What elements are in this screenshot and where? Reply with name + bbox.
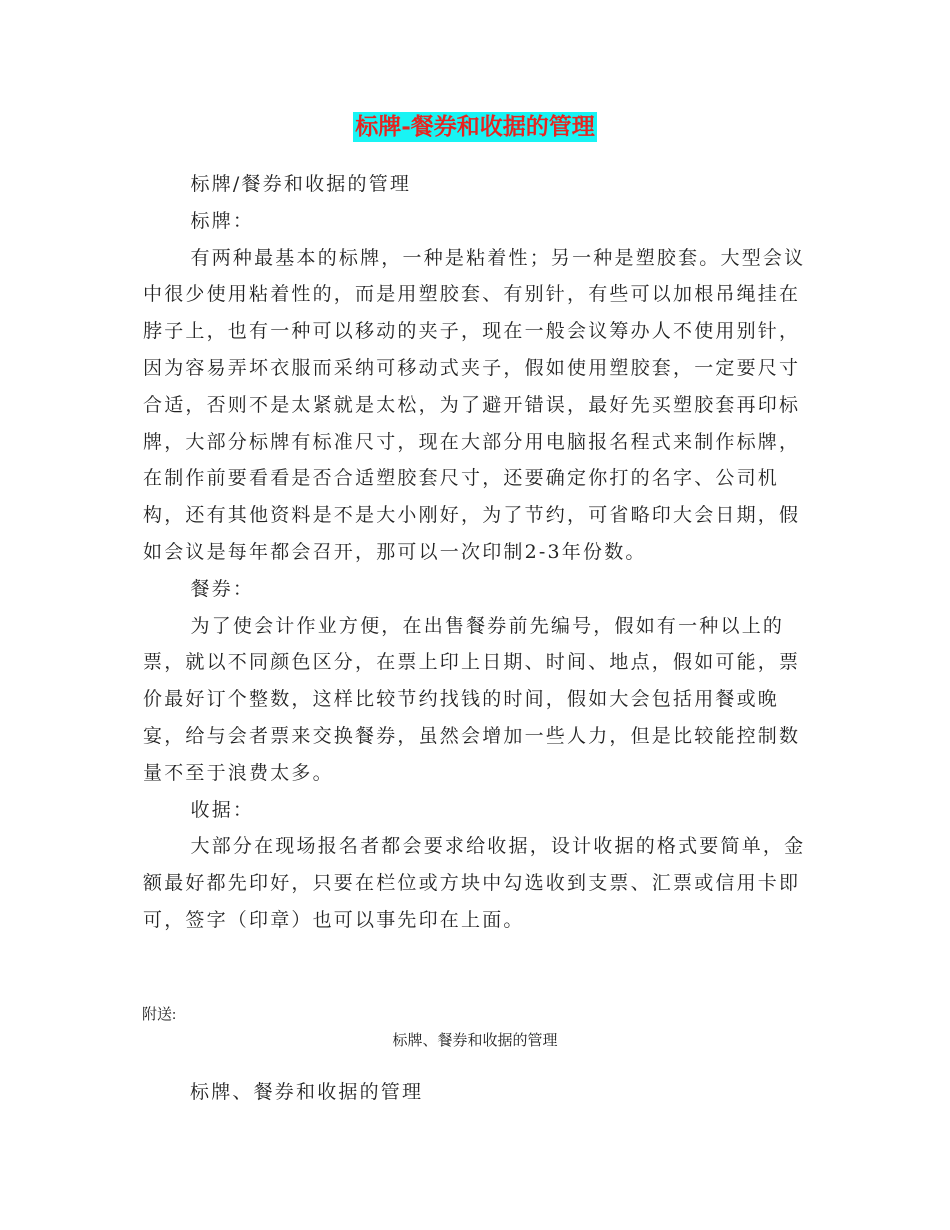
heading-receipts: 收据：: [190, 798, 255, 821]
appendix-first-line: 标牌、餐券和收据的管理: [190, 1081, 424, 1103]
paragraph-subtitle: 标牌/餐券和收据的管理: [190, 173, 412, 195]
paragraph-meal-tickets: 为了使会计作业方便，在出售餐券前先编号，假如有一种以上的票，就以不同颜色区分，在票上印上日期、时间、地点，假如可能，票价最好订个整数，这样比较节约找钱的时间，假如大会包括用餐或晚宴，给与会者票来交换餐券，虽然会增加一些人力，但是比较能控制数量不至于浪费太多。: [143, 614, 801, 784]
document-title: 标牌-餐券和收据的管理: [355, 113, 595, 140]
paragraph-badges: 有两种最基本的标牌，一种是粘着性；另一种是塑胶套。大型会议中很少使用粘着性的，而是用塑胶套、有别针，有些可以加根吊绳挂在脖子上，也有一种可以移动的夹子，现在一般会议筹办人不使用别针，因为容易弄坏衣服而采纳可移动式夹子，假如使用塑胶套，一定要尺寸合适，否则不是太紧就是太松，为了避开错误，最好先买塑胶套再印标牌，大部分标牌有标准尺寸，现在大部分用电脑报名程式来制作标牌，在制作前要看看是否合适塑胶套尺寸，还要确定你打的名字、公司机构，还有其他资料是不是大小刚好，为了节约，可省略印大会日期，假如会议是每年都会召开，那可以一次印制2-3年份数。: [143, 246, 806, 563]
appendix-label: 附送:: [142, 1007, 177, 1023]
paragraph-receipts: 大部分在现场报名者都会要求给收据，设计收据的格式要简单，金额最好都先印好，只要在栏位或方块中勾选收到支票、汇票或信用卡即可，签字（印章）也可以事先印在上面。: [143, 835, 806, 931]
heading-badges: 标牌：: [190, 209, 255, 232]
document-body: [143, 166, 808, 939]
title-container: [0, 112, 950, 142]
heading-meal-tickets: 餐券：: [190, 577, 255, 600]
appendix-title: 标牌、餐券和收据的管理: [392, 1033, 558, 1049]
